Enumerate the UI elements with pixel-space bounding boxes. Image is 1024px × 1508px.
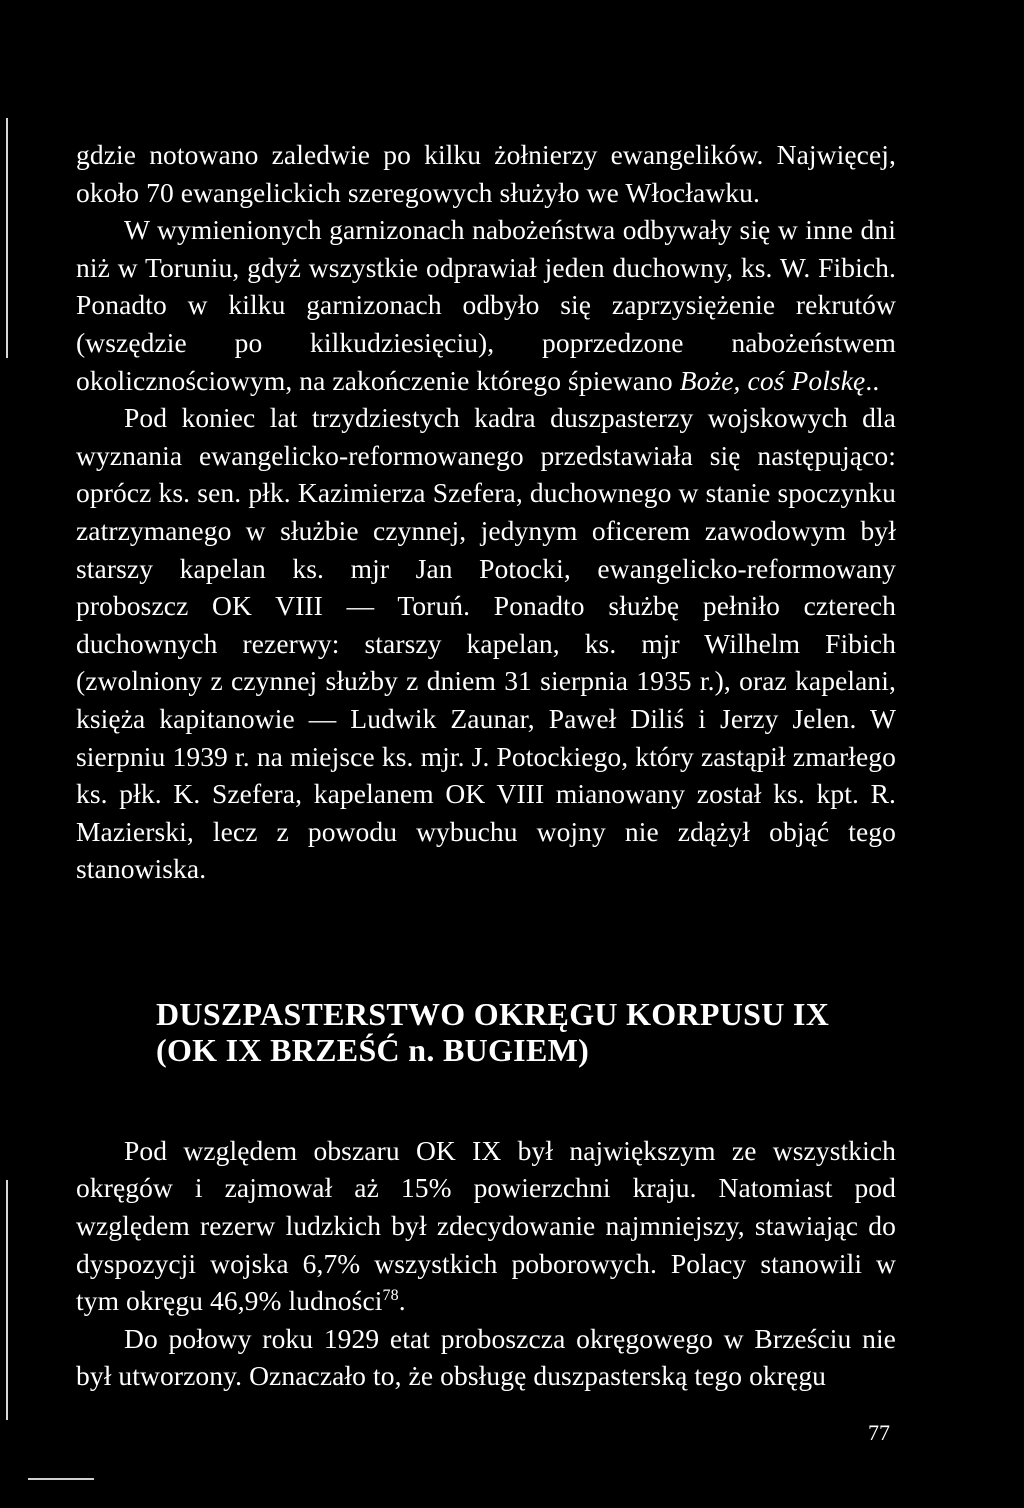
section-heading-line-1: DUSZPASTERSTWO OKRĘGU KORPUSU IX — [156, 995, 830, 1032]
paragraph-2-end: .. — [865, 364, 880, 396]
paragraph-2-text: W wymienionych garnizonach nabożeństwa odbywały się w inne dni niż w Toruniu, gdyż wszystkie odprawiał jeden duchowny, ks. W. Fibich. Ponadto w kilku garnizonach odbyło się zaprzysiężenie rekrutów (wszędzie po kilkudziesięciu), poprzedzone nabożeństwem okolicznościowym, na zakończenie którego śpiewano — [76, 214, 896, 396]
scan-edge-line-upper — [6, 118, 8, 358]
paragraph-1: gdzie notowano zaledwie po kilku żołnierzy ewangelików. Najwięcej, około 70 ewangelickich szeregowych służyło we Włocławku. — [76, 139, 896, 208]
footer-rule — [28, 1478, 94, 1480]
paragraph-2 — [76, 211, 896, 399]
section-heading — [156, 996, 896, 1068]
paragraph-4-text: Pod względem obszaru OK IX był największym ze wszystkich okręgów i zajmował aż 15% powierzchni kraju. Natomiast pod względem rezerw ludzkich był zdecydowanie najmniejszy, stawiając do dyspozycji wojska 6,7% wszystkich poborowych. Polacy stanowili w tym okręgu 46,9% ludności — [76, 1134, 896, 1317]
section-heading-line-2: (OK IX BRZEŚĆ n. BUGIEM) — [156, 1031, 590, 1068]
paragraph-5: Do połowy roku 1929 etat proboszcza okręgowego w Brześciu nie był utworzony. Oznaczało to, że obsługę duszpasterską tego okręgu — [76, 1322, 896, 1392]
page-number: 77 — [868, 1420, 890, 1445]
footnote-ref: 78 — [382, 1287, 399, 1305]
page-body — [76, 136, 896, 1395]
scan-edge-line-lower — [6, 1180, 8, 1420]
hymn-title: Boże, coś Polskę — [679, 364, 866, 396]
paragraph-4-end: . — [398, 1285, 406, 1317]
paragraph-4 — [76, 1132, 896, 1320]
paragraph-3: Pod koniec lat trzydziestych kadra duszpasterzy wojskowych dla wyznania ewangelicko-reformowanego przedstawiała się następująco: oprócz ks. sen. płk. Kazimierza Szefera, duchownego w stanie spoczynku zatrzymanego w służbie czynnej, jedynym oficerem zawodowym był starszy kapelan ks. mjr Jan Potocki, ewangelicko-reformowany proboszcz OK VIII — Toruń. Ponadto służbę pełniło czterech duchownych rezerwy: starszy kapelan, ks. mjr Wilhelm Fibich (zwolniony z czynnej służby z dniem 31 sierpnia 1935 r.), oraz kapelani, księża kapitanowie — Ludwik Zaunar, Paweł Diliś i Jerzy Jelen. W sierpniu 1939 r. na miejsce ks. mjr. J. Potockiego, który zastąpił zmarłego ks. płk. K. Szefera, kapelanem OK VIII mianowany został ks. kpt. R. Mazierski, lecz z powodu wybuchu wojny nie zdążył objąć tego stanowiska. — [76, 402, 896, 885]
